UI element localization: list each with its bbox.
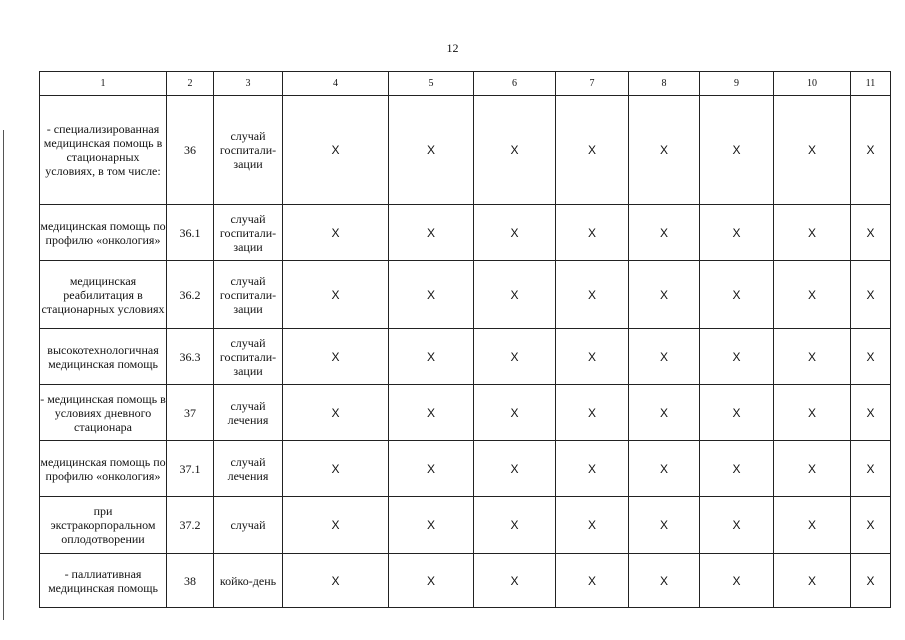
value-cell: X (774, 385, 851, 441)
row-code: 36 (167, 96, 214, 205)
value-cell: X (851, 385, 891, 441)
value-cell: X (283, 497, 389, 554)
value-cell: X (851, 205, 891, 261)
value-cell: X (283, 385, 389, 441)
value-cell: X (389, 497, 474, 554)
row-code: 38 (167, 554, 214, 608)
value-cell: X (389, 96, 474, 205)
value-cell: X (629, 205, 700, 261)
row-code: 37.2 (167, 497, 214, 554)
value-cell: X (700, 441, 774, 497)
value-cell: X (556, 96, 629, 205)
row-name: медицинская реабилитация в стационарных условиях (40, 261, 167, 329)
column-header-10: 10 (774, 72, 851, 96)
row-name: при экстракорпоральном оплодотворении (40, 497, 167, 554)
row-unit: случай госпитали-зации (214, 329, 283, 385)
value-cell: X (700, 261, 774, 329)
value-cell: X (389, 205, 474, 261)
value-cell: X (851, 441, 891, 497)
row-name: - паллиативная медицинская помощь (40, 554, 167, 608)
data-table (39, 71, 891, 608)
column-header-9: 9 (700, 72, 774, 96)
column-header-4: 4 (283, 72, 389, 96)
table-row (40, 261, 891, 329)
value-cell: X (389, 261, 474, 329)
value-cell: X (474, 497, 556, 554)
value-cell: X (474, 205, 556, 261)
value-cell: X (556, 205, 629, 261)
table-row (40, 497, 891, 554)
value-cell: X (556, 261, 629, 329)
page-number: 12 (446, 41, 459, 55)
value-cell: X (629, 497, 700, 554)
value-cell: X (283, 554, 389, 608)
row-name: медицинская помощь по профилю «онкология» (40, 205, 167, 261)
column-header-1: 1 (40, 72, 167, 96)
value-cell: X (700, 497, 774, 554)
value-cell: X (851, 261, 891, 329)
value-cell: X (556, 554, 629, 608)
value-cell: X (700, 554, 774, 608)
column-header-5: 5 (389, 72, 474, 96)
row-unit: койко-день (214, 554, 283, 608)
row-code: 36.3 (167, 329, 214, 385)
table-row (40, 329, 891, 385)
value-cell: X (474, 441, 556, 497)
value-cell: X (389, 329, 474, 385)
value-cell: X (700, 329, 774, 385)
value-cell: X (774, 441, 851, 497)
value-cell: X (774, 497, 851, 554)
value-cell: X (700, 96, 774, 205)
value-cell: X (851, 329, 891, 385)
row-name: - специализированная медицинская помощь в стационарных условиях, в том числе: (40, 96, 167, 205)
value-cell: X (389, 441, 474, 497)
row-unit: случай госпитали-зации (214, 261, 283, 329)
row-code: 36.2 (167, 261, 214, 329)
value-cell: X (700, 205, 774, 261)
margin-line (3, 130, 4, 620)
row-unit: случай (214, 497, 283, 554)
value-cell: X (474, 385, 556, 441)
value-cell: X (389, 385, 474, 441)
row-unit: случай госпитали-зации (214, 205, 283, 261)
row-unit: случай лечения (214, 441, 283, 497)
value-cell: X (774, 261, 851, 329)
column-header-7: 7 (556, 72, 629, 96)
value-cell: X (774, 96, 851, 205)
value-cell: X (283, 261, 389, 329)
table-row (40, 441, 891, 497)
row-code: 36.1 (167, 205, 214, 261)
value-cell: X (700, 385, 774, 441)
value-cell: X (851, 554, 891, 608)
value-cell: X (851, 497, 891, 554)
row-name: - медицинская помощь в условиях дневного стационара (40, 385, 167, 441)
table-row (40, 205, 891, 261)
table-row (40, 554, 891, 608)
value-cell: X (474, 329, 556, 385)
column-header-6: 6 (474, 72, 556, 96)
column-header-2: 2 (167, 72, 214, 96)
column-header-3: 3 (214, 72, 283, 96)
header-row (40, 72, 891, 96)
value-cell: X (474, 96, 556, 205)
value-cell: X (283, 205, 389, 261)
value-cell: X (851, 96, 891, 205)
column-header-8: 8 (629, 72, 700, 96)
table-row (40, 96, 891, 205)
value-cell: X (556, 497, 629, 554)
value-cell: X (389, 554, 474, 608)
value-cell: X (774, 329, 851, 385)
row-name: медицинская помощь по профилю «онкология» (40, 441, 167, 497)
row-unit: случай лечения (214, 385, 283, 441)
column-header-11: 11 (851, 72, 891, 96)
value-cell: X (629, 554, 700, 608)
value-cell: X (283, 329, 389, 385)
value-cell: X (474, 554, 556, 608)
value-cell: X (474, 261, 556, 329)
value-cell: X (629, 329, 700, 385)
value-cell: X (774, 205, 851, 261)
value-cell: X (629, 261, 700, 329)
value-cell: X (629, 96, 700, 205)
value-cell: X (629, 441, 700, 497)
row-name: высокотехнологичная медицинская помощь (40, 329, 167, 385)
value-cell: X (283, 441, 389, 497)
value-cell: X (629, 385, 700, 441)
value-cell: X (283, 96, 389, 205)
row-code: 37.1 (167, 441, 214, 497)
value-cell: X (556, 385, 629, 441)
table-row (40, 385, 891, 441)
value-cell: X (556, 441, 629, 497)
value-cell: X (774, 554, 851, 608)
row-unit: случай госпитали-зации (214, 96, 283, 205)
row-code: 37 (167, 385, 214, 441)
value-cell: X (556, 329, 629, 385)
